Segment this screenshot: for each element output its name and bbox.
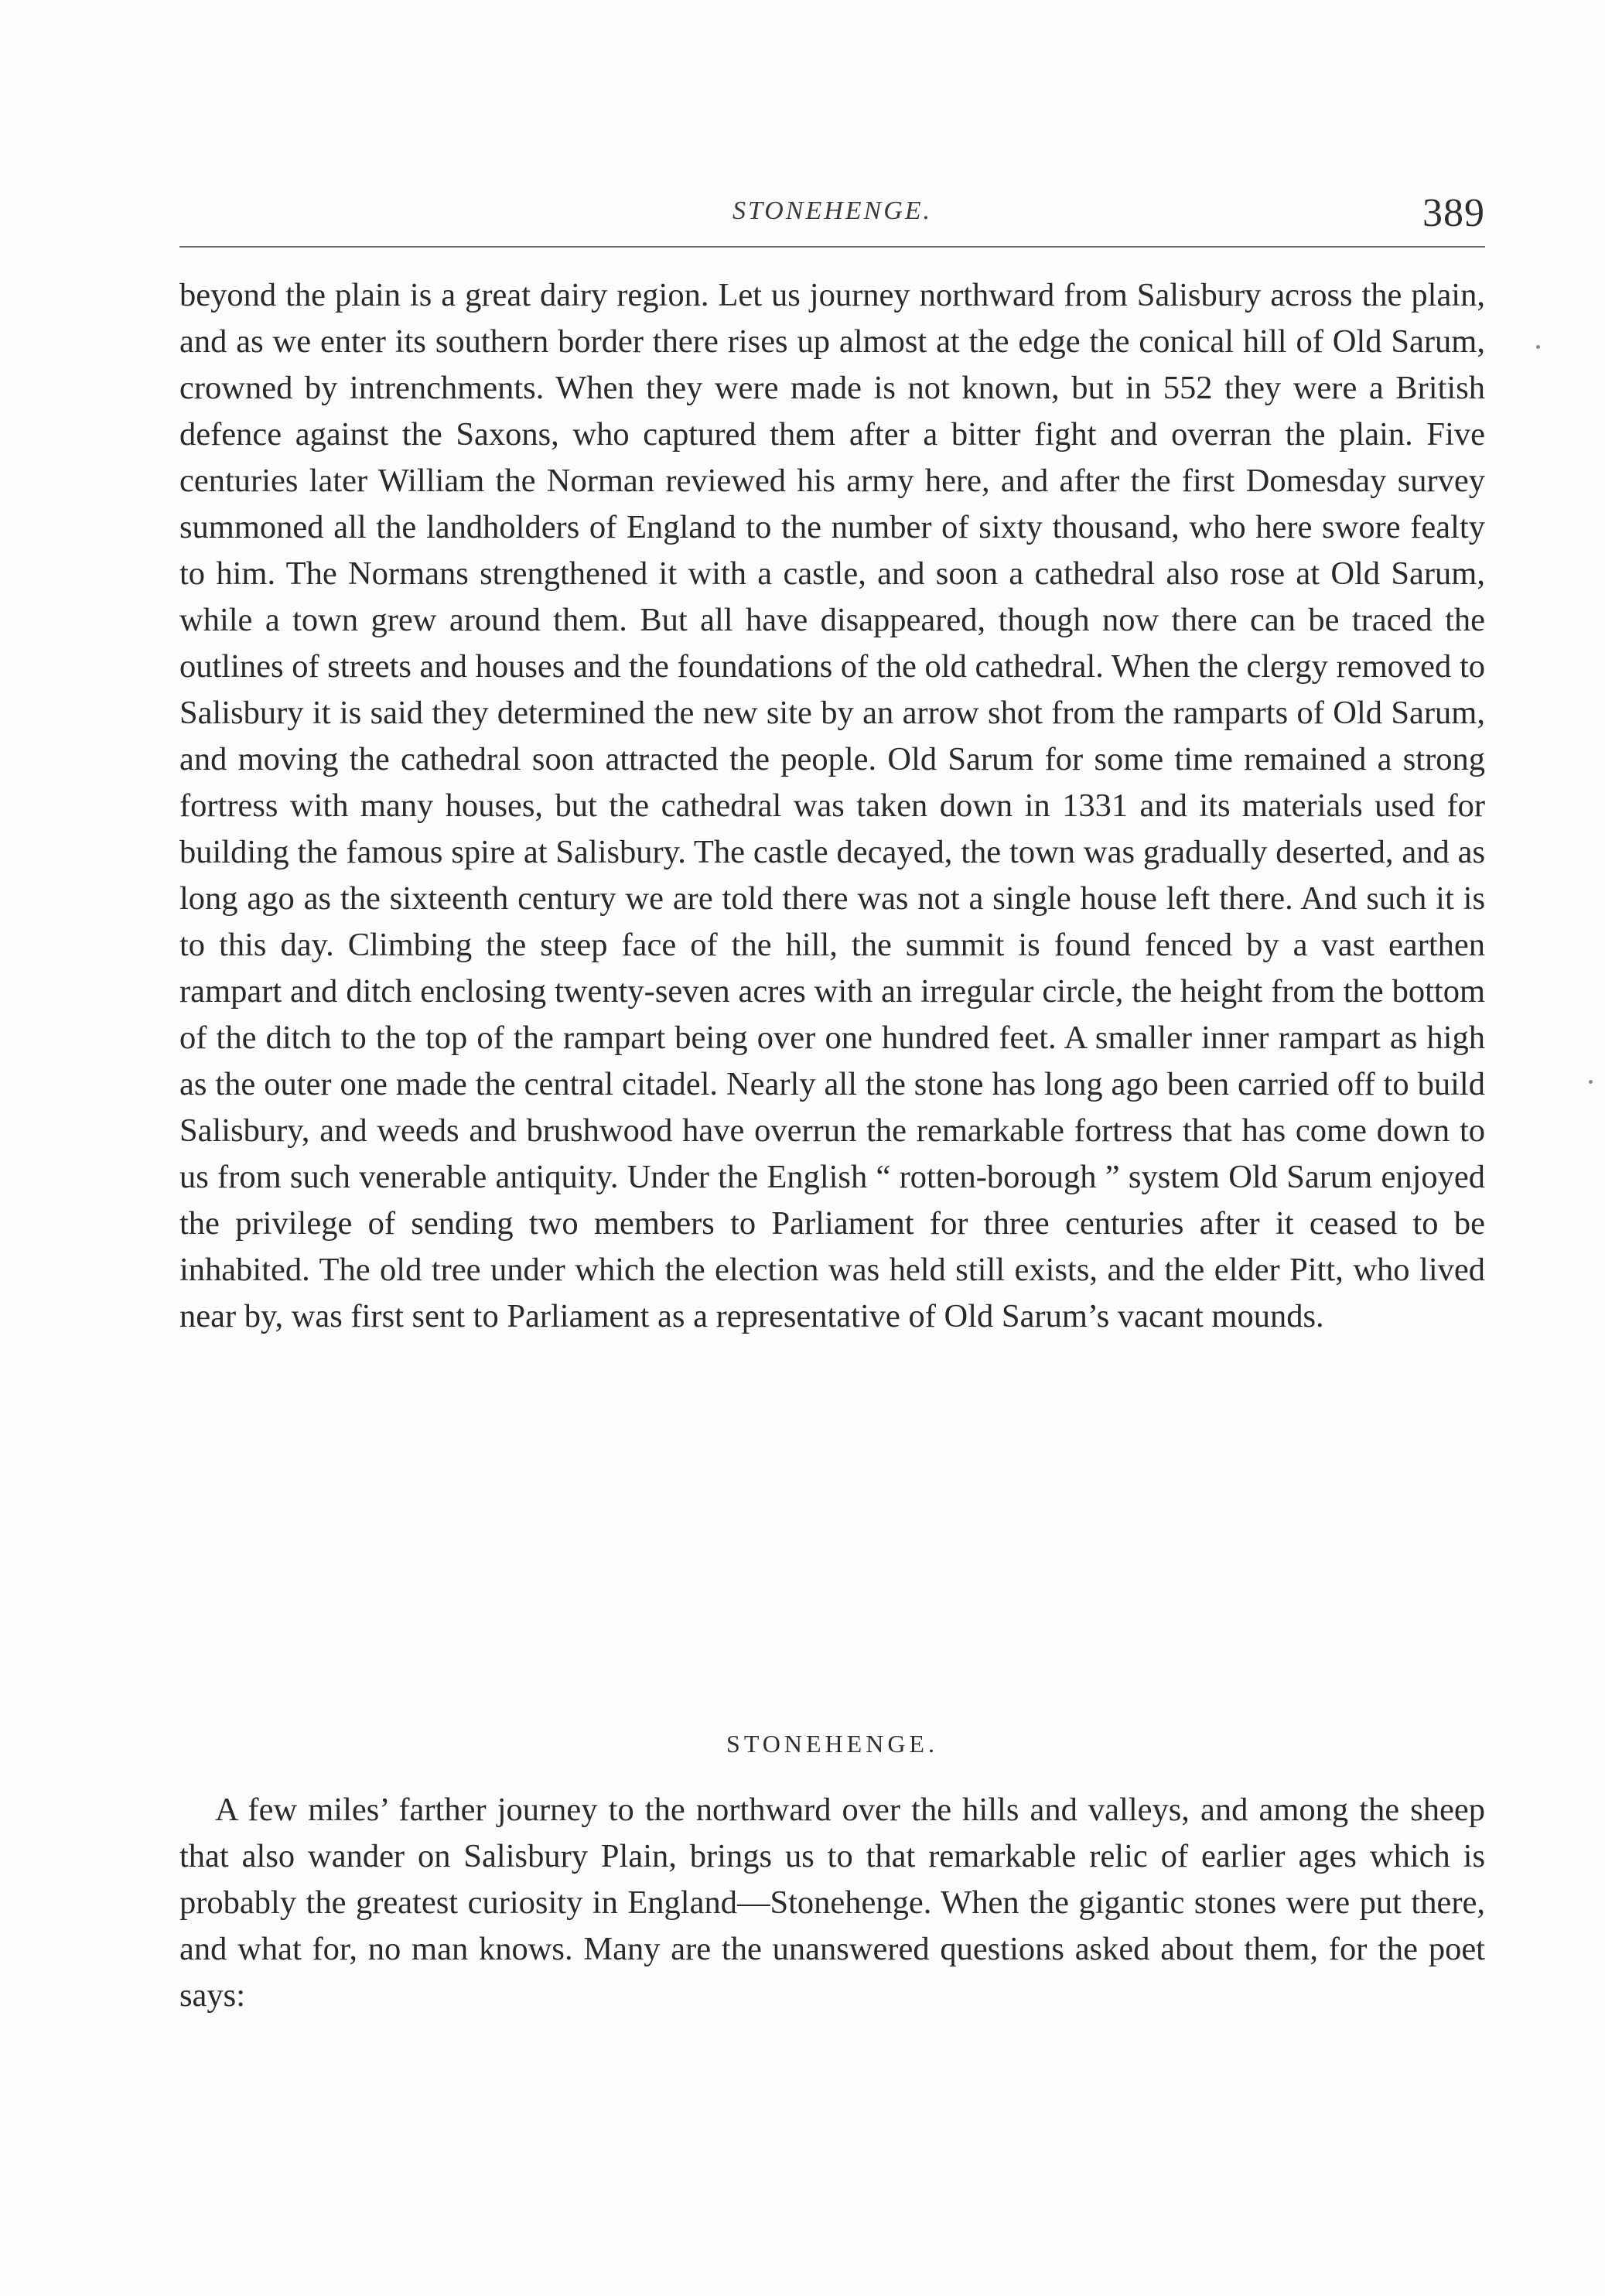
body-text	[179, 272, 1485, 1340]
page-number: 389	[1422, 191, 1485, 235]
running-head	[179, 190, 1485, 237]
header-rule	[179, 246, 1485, 248]
section-heading: STONEHENGE.	[726, 1730, 938, 1758]
running-title: STONEHENGE.	[732, 196, 933, 225]
scan-speck	[1589, 1080, 1593, 1084]
paragraph-stonehenge: A few miles’ farther journey to the northward over the hills and valleys, and among the sheep that also wander on Salisbury Plain, brings us to that remarkable relic of earlier ages which is probably the greatest curiosity in England—Stonehenge. When the gigantic stones were put there, and what for, no man knows. Many are the unanswered questions asked about them, for the poet says:	[179, 1792, 1485, 2014]
scan-speck	[1536, 345, 1540, 349]
section-text	[179, 1787, 1485, 2019]
paragraph-old-sarum: beyond the plain is a great dairy region. Let us journey northward from Salisbury across the plain, and as we enter its southern border there rises up almost at the edge the conical hill of Old Sarum, crowned by intrenchments. When they were made is not known, but in 552 they were a British defence against the Saxons, who captured them after a bitter fight and overran the plain. Five centuries later William the Norman reviewed his army here, and after the first Domesday survey summoned all the landholders of England to the number of sixty thousand, who here swore fealty to him. The Normans strengthened it with a castle, and soon a cathedral also rose at Old Sarum, while a town grew around them. But all have disappeared, though now there can be traced the outlines of streets and houses and the foundations of the old cathedral. When the clergy removed to Salisbury it is said they determined the new site by an arrow shot from the ramparts of Old Sarum, and moving the cathedral soon attracted the people. Old Sarum for some time remained a strong fortress with many houses, but the cathedral was taken down in 1331 and its materials used for building the famous spire at Salisbury. The castle decayed, the town was gradually deserted, and as long ago as the sixteenth century we are told there was not a single house left there. And such it is to this day. Climbing the steep face of the hill, the summit is found fenced by a vast earthen rampart and ditch enclosing twenty-seven acres with an irregular circle, the height from the bottom of the ditch to the top of the rampart being over one hundred feet. A smaller inner rampart as high as the outer one made the central citadel. Nearly all the stone has long ago been carried off to build Salisbury, and weeds and brushwood have overrun the remarkable fortress that has come down to us from such venerable antiquity. Under the English “ rotten-borough ” system Old Sarum enjoyed the privilege of sending two members to Parliament for three centuries after it ceased to be inhabited. The old tree under which the election was held still exists, and the elder Pitt, who lived near by, was first sent to Parliament as a representative of Old Sarum’s vacant mounds.	[179, 277, 1485, 1334]
